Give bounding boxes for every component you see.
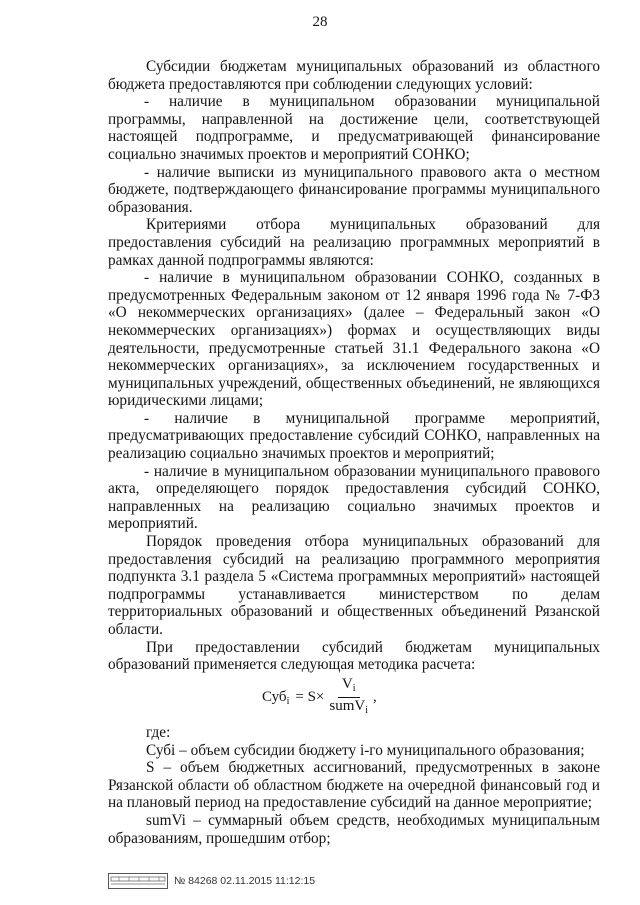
paragraph: - наличие в муниципальной программе мероприятий, предусматривающих предоставление субсидий СОНКО, направленных на реализацию социально значимых проектов и мероприятий; [108,409,600,463]
paragraph: При предоставлении субсидий бюджетам муниципальных образований применяется следующая методика расчета: [108,638,600,674]
definitions [108,724,600,847]
document-footer [108,873,315,889]
registry-stamp-icon [108,873,168,889]
paragraphs-top [108,58,600,674]
subsidy-formula [262,676,377,719]
formula-denominator: sumV$_i$ [329,698,368,716]
paragraph: Порядок проведения отбора муниципальных образований для предоставления субсидий на реализацию программного мероприятия подпункта 3.1 раздела 5 «Система программных мероприятий» настоящей подпрограммы устанавливается министерством по делам территориальных образований и общественных объединений Рязанской области. [108,533,600,638]
paragraph: Критериями отбора муниципальных образований для предоставления субсидий на реализацию программных мероприятий в рамках данной подпрограммы являются: [108,216,600,269]
formula-numerator: $V_i$ [338,676,360,698]
formula-eq: = S× [295,689,325,705]
paragraph: sumVi – суммарный объем средств, необходимых муниципальным образованиям, прошедшим отбор; [108,811,600,847]
paragraph: где: [146,724,171,741]
document-reference: № 84268 02.11.2015 11:12:15 [174,875,316,887]
paragraph: - наличие в муниципальном образовании муниципальной программы, направленной на достижение цели, соответствующей настоящей подпрограмме, и предусматривающей финансирование социально значимых проектов и мероприятий СОНКО; [108,93,600,163]
paragraph: - наличие выписки из муниципального правового акта о местном бюджете, подтверждающего финансирование программы муниципального образования. [108,163,600,216]
paragraphs-bottom [108,724,600,847]
paragraph: - наличие в муниципальном образовании муниципального правового акта, определяющего порядок предоставления субсидий СОНКО, направленных на реализацию социально значимых проектов и мероприятий. [108,462,600,533]
document-body [108,58,600,674]
paragraph: Субi – объем субсидии бюджету i-го муниципального образования; [146,741,585,759]
paragraph: Субсидии бюджетам муниципальных образований из областного бюджета предоставляются при соблюдении следующих условий: [108,58,600,93]
formula-fraction [327,676,370,719]
formula-lhs: Суб$_i$ [262,688,290,707]
paragraph: S – объем бюджетных ассигнований, предусмотренных в законе Рязанской области об областном бюджете на очередной финансовый год и на плановый период на предоставление субсидий на данное мероприятие; [108,759,600,812]
paragraph: - наличие в муниципальном образовании СОНКО, созданных в предусмотренных Федеральным законом от 12 января 1996 года № 7-ФЗ «О некоммерческих организациях» (далее – Федеральный закон «О некоммерческих организациях») формах и осуществляющих виды деятельности, предусмотренные статьей 31.1 Федерального закона «О некоммерческих организациях», за исключением государственных и муниципальных учреждений, общественных объединений, не являющихся юридическими лицами; [108,269,600,410]
formula-tail: , [373,689,377,705]
page-number: 28 [312,14,328,30]
